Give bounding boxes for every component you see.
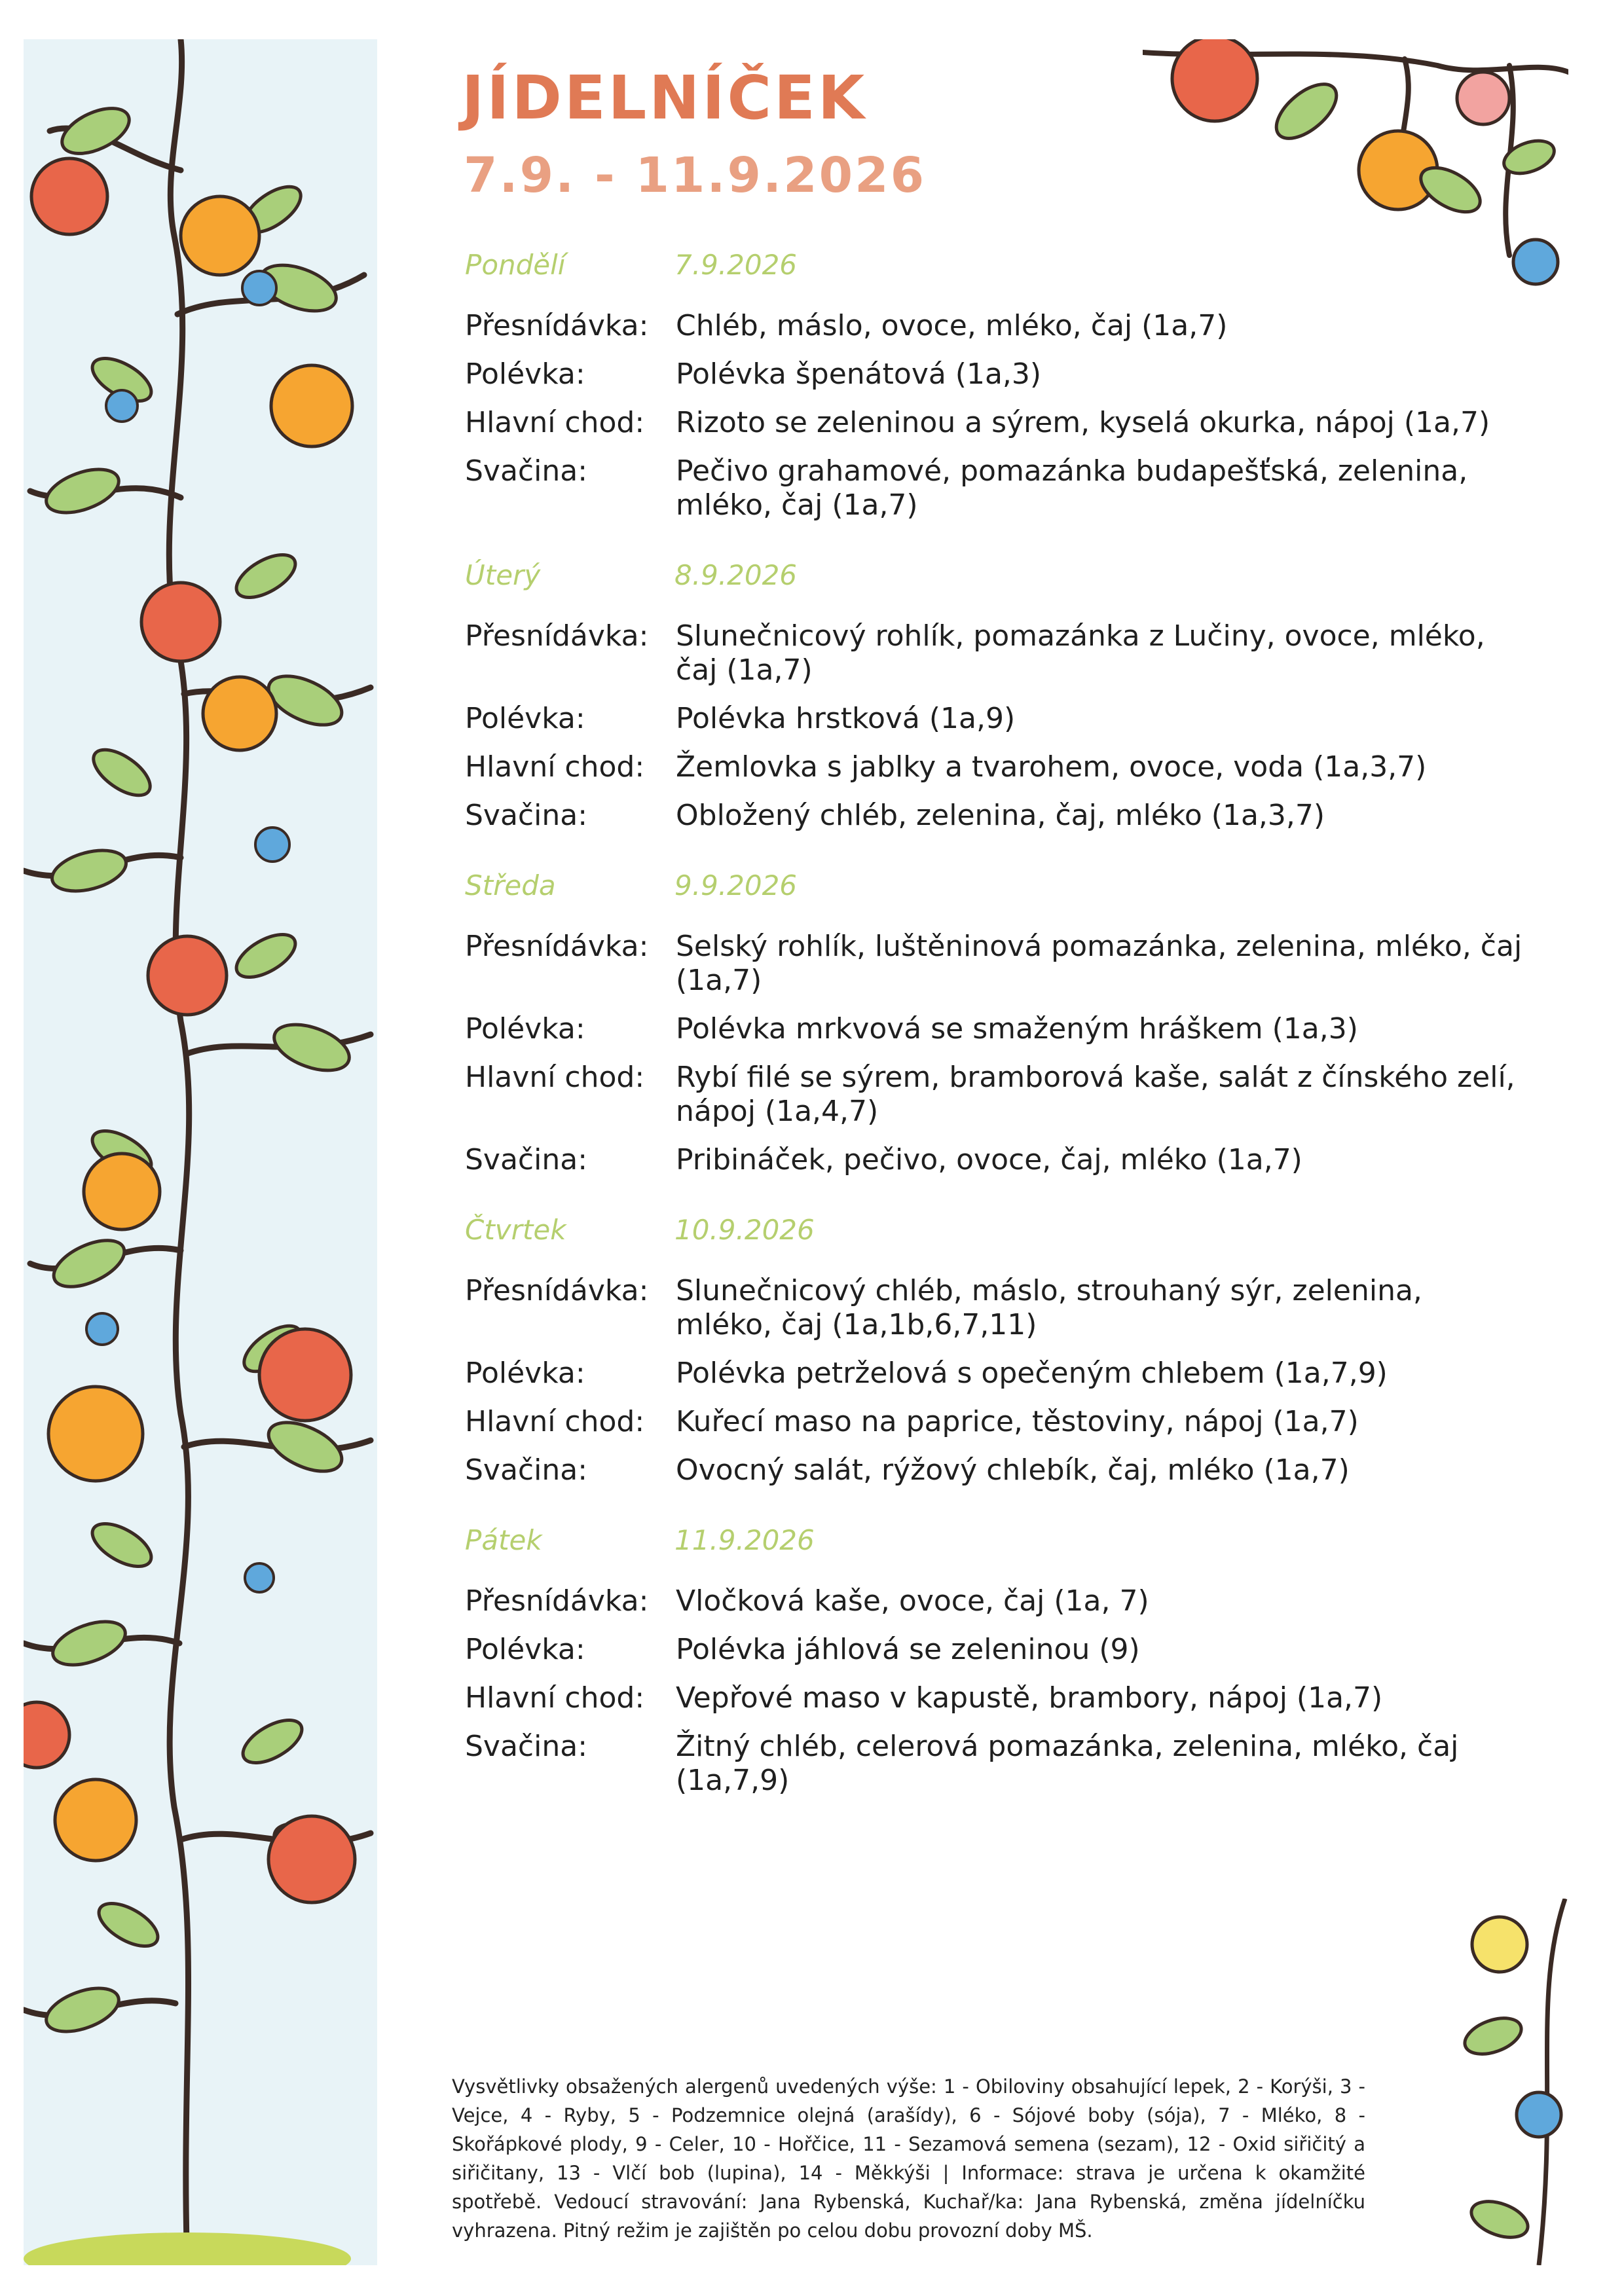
- day-name: Čtvrtek: [465, 1214, 566, 1246]
- menu-row: [465, 357, 1526, 392]
- meal-label: Polévka:: [465, 702, 585, 735]
- apple-tree-illustration: [24, 39, 377, 2265]
- meal-value: Žitný chléb, celerová pomazánka, zelenina, mléko, čaj (1a,7,9): [676, 1730, 1459, 1797]
- meal-label: Svačina:: [465, 454, 588, 488]
- page-title: JÍDELNÍČEK: [462, 63, 868, 133]
- meal-value: Ovocný salát, rýžový chlebík, čaj, mléko (1a,7): [676, 1453, 1350, 1487]
- menu-row: [465, 1143, 1526, 1177]
- menu-row: [465, 454, 1526, 522]
- menu-row: [465, 1274, 1526, 1342]
- menu-row: [465, 1061, 1526, 1129]
- meal-value: Slunečnicový chléb, máslo, strouhaný sýr, zelenina, mléko, čaj (1a,1b,6,7,11): [676, 1274, 1422, 1341]
- meal-value: Žemlovka s jablky a tvarohem, ovoce, voda (1a,3,7): [676, 750, 1427, 784]
- meal-value: Rybí filé se sýrem, bramborová kaše, salát z čínského zelí, nápoj (1a,4,7): [676, 1061, 1515, 1128]
- menu-row: [465, 406, 1526, 440]
- meal-value: Chléb, máslo, ovoce, mléko, čaj (1a,7): [676, 309, 1228, 342]
- date-range: 7.9. - 11.9.2026: [464, 147, 927, 204]
- day-monday: [465, 249, 1526, 522]
- menu-row: [465, 1633, 1526, 1667]
- meal-label: Svačina:: [465, 1730, 588, 1763]
- meal-value: Polévka jáhlová se zeleninou (9): [676, 1633, 1140, 1666]
- meal-value: Polévka petrželová s opečeným chlebem (1a,7,9): [676, 1357, 1388, 1390]
- day-date: 11.9.2026: [674, 1524, 815, 1556]
- day-wednesday: [465, 869, 1526, 1177]
- day-name: Pondělí: [465, 249, 566, 281]
- day-date: 10.9.2026: [674, 1214, 815, 1246]
- meal-value: Obložený chléb, zelenina, čaj, mléko (1a,3,7): [676, 799, 1325, 832]
- meal-value: Vepřové maso v kapustě, brambory, nápoj (1a,7): [676, 1681, 1383, 1715]
- day-heading: [465, 1524, 1526, 1570]
- meal-value: Polévka mrkvová se smaženým hráškem (1a,3): [676, 1012, 1358, 1046]
- meal-value: Pečivo grahamové, pomazánka budapešťská, zelenina, mléko, čaj (1a,7): [676, 454, 1468, 522]
- meal-label: Polévka:: [465, 357, 585, 391]
- day-heading: [465, 559, 1526, 605]
- weekly-menu: [465, 249, 1526, 1798]
- menu-row: [465, 1681, 1526, 1715]
- menu-row: [465, 1405, 1526, 1439]
- day-date: 8.9.2026: [674, 559, 798, 591]
- day-date: 7.9.2026: [674, 249, 798, 281]
- meal-label: Hlavní chod:: [465, 750, 645, 784]
- meal-value: Rizoto se zeleninou a sýrem, kyselá okurka, nápoj (1a,7): [676, 406, 1490, 439]
- meal-label: Hlavní chod:: [465, 406, 645, 439]
- day-heading: [465, 869, 1526, 915]
- meal-label: Polévka:: [465, 1012, 585, 1046]
- day-tuesday: [465, 559, 1526, 833]
- meal-label: Svačina:: [465, 1143, 588, 1176]
- day-name: Úterý: [465, 559, 541, 591]
- meal-label: Svačina:: [465, 1453, 588, 1487]
- meal-value: Vločková kaše, ovoce, čaj (1a, 7): [676, 1584, 1149, 1618]
- menu-row: [465, 1357, 1526, 1391]
- allergen-footnote: Vysvětlivky obsažených alergenů uvedených výše: 1 - Obiloviny obsahující lepek, 2 - Korýši, 3 - Vejce, 4 - Ryby, 5 - Podzemnice olejná (arašídy), 6 - Sójové boby (sója), 7 - Mléko, 8 - Skořápkové plody, 9 - Celer, 10 - Hořčice, 11 - Sezamová semena (sezam), 12 - Oxid siřičitý a siřičitany, 13 - Vlčí bob (lupina), 14 - Měkkýši | Informace: strava je určena k okamžité spotřebě. Vedoucí stravování: Jana Rybenská, Kuchař/ka: Jana Rybenská, změna jídelníčku vyhrazena. Pitný režim je zajištěn po celou dobu provozní doby MŠ.: [452, 2075, 1365, 2242]
- meal-label: Svačina:: [465, 799, 588, 832]
- menu-row: [465, 1730, 1526, 1798]
- menu-row: [465, 619, 1526, 687]
- menu-row: [465, 309, 1526, 343]
- menu-row: [465, 930, 1526, 998]
- meal-label: Přesnídávka:: [465, 1584, 649, 1618]
- meal-label: Hlavní chod:: [465, 1405, 645, 1438]
- day-date: 9.9.2026: [674, 869, 798, 902]
- meal-label: Hlavní chod:: [465, 1681, 645, 1715]
- menu-row: [465, 1012, 1526, 1046]
- meal-label: Přesnídávka:: [465, 619, 649, 653]
- day-name: Středa: [465, 869, 556, 902]
- meal-label: Hlavní chod:: [465, 1061, 645, 1094]
- day-friday: [465, 1524, 1526, 1798]
- meal-label: Přesnídávka:: [465, 309, 649, 342]
- meal-value: Kuřecí maso na paprice, těstoviny, nápoj (1a,7): [676, 1405, 1359, 1438]
- flower-branch-illustration: [1441, 1899, 1572, 2265]
- meal-value: Slunečnicový rohlík, pomazánka z Lučiny, ovoce, mléko, čaj (1a,7): [676, 619, 1485, 687]
- menu-row: [465, 702, 1526, 736]
- meal-label: Polévka:: [465, 1633, 585, 1666]
- menu-row: [465, 750, 1526, 784]
- menu-row: [465, 1453, 1526, 1487]
- day-name: Pátek: [465, 1524, 542, 1556]
- meal-label: Přesnídávka:: [465, 930, 649, 963]
- meal-value: Polévka hrstková (1a,9): [676, 702, 1016, 735]
- day-heading: [465, 249, 1526, 295]
- meal-label: Přesnídávka:: [465, 1274, 649, 1307]
- meal-value: Pribináček, pečivo, ovoce, čaj, mléko (1a,7): [676, 1143, 1302, 1176]
- meal-label: Polévka:: [465, 1357, 585, 1390]
- menu-row: [465, 1584, 1526, 1618]
- meal-value: Selský rohlík, luštěninová pomazánka, zelenina, mléko, čaj (1a,7): [676, 930, 1522, 997]
- day-heading: [465, 1214, 1526, 1260]
- day-thursday: [465, 1214, 1526, 1487]
- menu-row: [465, 799, 1526, 833]
- meal-value: Polévka špenátová (1a,3): [676, 357, 1042, 391]
